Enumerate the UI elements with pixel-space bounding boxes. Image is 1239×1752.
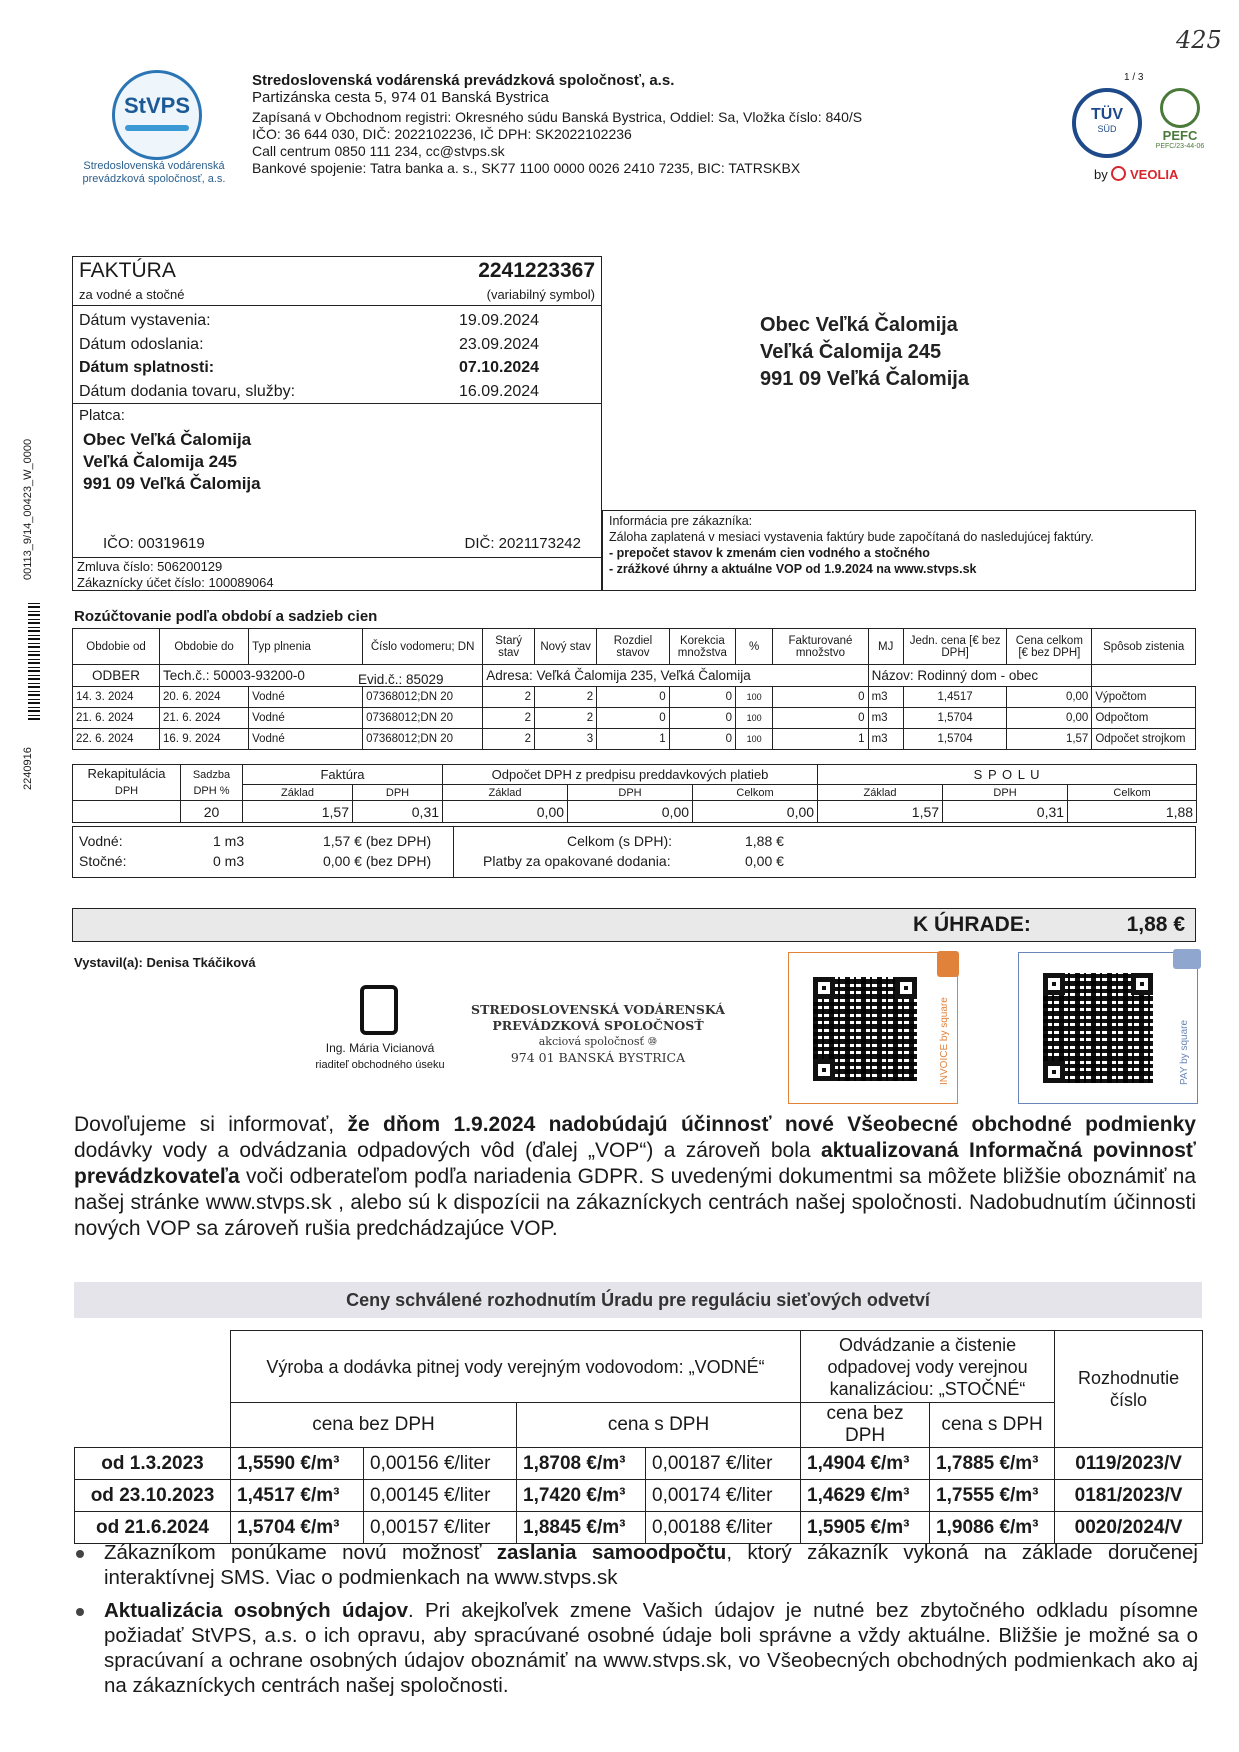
amount-due-value: 1,88 € bbox=[1126, 913, 1185, 936]
pefc-text: PEFC bbox=[1162, 128, 1198, 143]
veolia-text: VEOLIA bbox=[1129, 167, 1179, 182]
notice-paragraph: Dovoľujeme si informovať, že dňom 1.9.2024 nadobúdajú účinnosť nové Všeobecné obchodné podmienky dodávky vody a odvádzania odpadových vôd (ďalej „VOP“) a zároveň bola aktualizovaná Informačná povinnosť prevádzkovateľa voči odberateľom podľa nariadenia GDPR. S uvedenými dokumentmi sa môžete bližšie oboznámiť na našej stránke www.stvps.sk , alebo sú k dispozícii na zákazníckych centrách našej spoločnosti. Nadobudnutím účinnosti nových VOP sa zároveň rušia predchádzajúce VOP. bbox=[74, 1113, 1196, 1240]
page-count: 1 / 3 bbox=[1124, 72, 1144, 83]
bullet-list bbox=[74, 1540, 1198, 1698]
recipient-address: Obec Veľká Čalomija Veľká Čalomija 245 991 09 Veľká Čalomija bbox=[760, 314, 969, 390]
company-header bbox=[252, 72, 952, 177]
billing-title: Rozúčtovanie podľa období a sadzieb cien bbox=[74, 608, 378, 625]
info-line: - zrážkové úhrny a aktuálne VOP od 1.9.2024 na www.stvps.sk bbox=[609, 562, 977, 576]
company-address: Partizánska cesta 5, 974 01 Banská Bystrica bbox=[252, 89, 549, 106]
side-barcode bbox=[28, 600, 40, 720]
info-title: Informácia pre zákazníka: bbox=[609, 514, 753, 528]
invoice-qr-code bbox=[813, 977, 917, 1081]
page-mark: 425 bbox=[1176, 26, 1222, 54]
signatory bbox=[290, 1040, 470, 1074]
billing-table bbox=[72, 628, 1196, 750]
invoice-subtitle: za vodné a stočné bbox=[79, 287, 185, 302]
pefc-code: PEFC/23-44-06 bbox=[1155, 143, 1205, 150]
pay-qr-panel bbox=[1018, 952, 1198, 1104]
date-row: Dátum dodania tovaru, služby: 16.09.2024 bbox=[79, 382, 540, 400]
invoice-qr-label: INVOICE by square bbox=[939, 997, 950, 1085]
logo-caption: Stredoslovenská vodárenská prevádzková spoločnosť, a.s. bbox=[82, 160, 226, 185]
table-row: 22. 6. 2024 16. 9. 2024 Vodné 07368012;DN 20 2 3 1 0 100 1 m3 1,5704 1,57 Odpočet strojkom bbox=[73, 729, 1196, 750]
bullet-icon bbox=[76, 1550, 84, 1558]
list-item: Aktualizácia osobných údajov. Pri akejkoľvek zmene Vašich údajov je nutné bez zbytočného odkladu písomne požiadať StVPS, a.s. o ich opravu, aby spracúvané osobné údaje boli správne a vždy aktuálne. Bližšie je možné sa o spracúvaní a ochrane osobných údajov oboznámiť na www.stvps.sk, vo Všeobecných obchodných podmienkach ako aj na zákazníckych centrách našej spoločnosti. bbox=[74, 1598, 1198, 1698]
amount-due-box bbox=[72, 908, 1196, 942]
signature-mark bbox=[360, 985, 398, 1035]
side-code: 00113_9/14_00423_W_0000 bbox=[22, 438, 34, 580]
side-date: 2240916 bbox=[22, 747, 34, 790]
recap-sadzba: Sadzba DPH % bbox=[181, 765, 243, 801]
info-line: Záloha zaplatená v mesiaci vystavenia faktúry bude započítaná do nasledujúcej faktúry. bbox=[609, 530, 1094, 544]
signatory-name: Ing. Mária Vicianová bbox=[325, 1041, 435, 1055]
col-vodne-header: Výroba a dodávka pitnej vody verejným vodovodom: „VODNÉ“ bbox=[231, 1331, 801, 1403]
by-text: by bbox=[1094, 167, 1108, 182]
invoice-dates bbox=[79, 309, 589, 403]
invoice-qr-panel bbox=[788, 952, 958, 1104]
prices-title: Ceny schválené rozhodnutím Úradu pre reguláciu sieťových odvetví bbox=[74, 1282, 1202, 1318]
amount-due-label: K ÚHRADE: bbox=[913, 913, 1031, 936]
invoice-icon bbox=[937, 951, 959, 977]
payer-address: Obec Veľká Čalomija Veľká Čalomija 245 991 09 Veľká Čalomija bbox=[83, 430, 261, 493]
contract-info bbox=[77, 559, 274, 591]
signatory-role: riaditeľ obchodného úseku bbox=[315, 1059, 445, 1071]
price-row: od 23.10.2023 1,4517 €/m³ 0,00145 €/liter 1,7420 €/m³ 0,00174 €/liter 1,4629 €/m³ 1,7555 €/m³ 0181/2023/V bbox=[75, 1480, 1203, 1512]
price-row: od 21.6.2024 1,5704 €/m³ 0,00157 €/liter 1,8845 €/m³ 0,00188 €/liter 1,5905 €/m³ 1,9086 €/m³ 0020/2024/V bbox=[75, 1512, 1203, 1544]
company-ids: IČO: 36 644 030, DIČ: 2022102236, IČ DPH: SK2022102236 bbox=[252, 126, 632, 142]
pefc-badge bbox=[1150, 88, 1210, 152]
col-rozhodnutie-header: Rozhodnutie číslo bbox=[1055, 1331, 1203, 1448]
pay-card-icon bbox=[1173, 949, 1201, 969]
odber-row: ODBER Tech.č.: 50003-93200-0 Adresa: Veľká Čalomija 235, Veľká Čalomija Názov: Rodinný dom - obec bbox=[73, 665, 1196, 687]
contract-number: Zmluva číslo: 506200129 bbox=[77, 559, 223, 574]
company-call: Call centrum 0850 111 234, cc@stvps.sk bbox=[252, 143, 505, 159]
payer-ico: IČO: 00319619 bbox=[103, 535, 205, 552]
customer-info-box bbox=[602, 510, 1196, 591]
table-row: 14. 3. 2024 20. 6. 2024 Vodné 07368012;DN 20 2 2 0 0 100 0 m3 1,4517 0,00 Výpočtom bbox=[73, 687, 1196, 708]
price-row: od 1.3.2023 1,5590 €/m³ 0,00156 €/liter 1,8708 €/m³ 0,00187 €/liter 1,4904 €/m³ 1,7885 €/m³ 0119/2023/V bbox=[75, 1448, 1203, 1480]
recap-table: Rekapitulácia DPH Sadzba DPH % Faktúra Odpočet DPH z predpisu preddavkových platieb S P O L U Základ DPH Základ DPH Celkom Základ DPH Celkom 20 1,57 0,31 0,00 0,00 0,00 1,57 0,31 1,88 bbox=[72, 764, 1197, 823]
pay-qr-code bbox=[1043, 973, 1153, 1083]
list-item: Zákazníkom ponúkame novú možnosť zaslania samoodpočtu, ktorý zákazník vykoná na základe doručenej interaktívnej SMS. Viac o podmienkach na www.stvps.sk bbox=[74, 1540, 1198, 1590]
logo-text: StVPS bbox=[123, 93, 191, 118]
recap-values-row: 20 1,57 0,31 0,00 0,00 0,00 1,57 0,31 1,88 bbox=[73, 801, 1197, 823]
payer-label: Platca: bbox=[79, 407, 125, 424]
veolia-logo-icon bbox=[1111, 166, 1126, 181]
col-stocne-header: Odvádzanie a čistenie odpadovej vody verejnou kanalizáciou: „STOČNÉ“ bbox=[801, 1331, 1055, 1403]
billing-header-row: Obdobie od Obdobie do Typ plnenia Číslo vodomeru; DN Starý stav Nový stav Rozdiel stavov Korekcia množstva % Fakturované množstvo MJ Jedn. cena [€ bez DPH] Cena celkom [€ bez DPH] Spôsob zistenia bbox=[73, 629, 1196, 665]
pay-qr-label: PAY by square bbox=[1179, 1019, 1190, 1085]
tuv-text: TÜV bbox=[1091, 106, 1123, 123]
sud-text: SÜD bbox=[1097, 124, 1117, 134]
recap-label: Rekapitulácia DPH bbox=[73, 765, 181, 801]
info-line: - prepočet stavov k zmenám cien vodného a stočného bbox=[609, 546, 930, 560]
table-row: 21. 6. 2024 21. 6. 2024 Vodné 07368012;DN 20 2 2 0 0 100 0 m3 1,5704 0,00 Odpočtom bbox=[73, 708, 1196, 729]
company-stamp: STREDOSLOVENSKÁ VODÁRENSKÁ PREVÁDZKOVÁ SPOLOČNOSŤ akciová spoločnosť ⑩ 974 01 BANSKÁ BYSTRICA bbox=[471, 1002, 725, 1065]
bullet-icon bbox=[76, 1608, 84, 1616]
invoice-title: FAKTÚRA bbox=[79, 259, 176, 282]
date-row: Dátum splatnosti: 07.10.2024 bbox=[79, 359, 540, 376]
tuv-badge bbox=[1072, 88, 1142, 158]
odber-evid: Evid.č.: 85029 bbox=[358, 672, 444, 687]
invoice-number: 2241223367 bbox=[478, 259, 595, 282]
issuer: Vystavil(a): Denisa Tkáčiková bbox=[74, 955, 256, 970]
payer-dic: DIČ: 2021173242 bbox=[464, 535, 581, 552]
price-table: Výroba a dodávka pitnej vody verejným vodovodom: „VODNÉ“ Odvádzanie a čistenie odpadovej vody verejnou kanalizáciou: „STOČNÉ“ Rozhodnutie číslo cena bez DPH cena s DPH cena bez DPH cena s DPH od 1.3.2023 1,5590 €/m³ 0,00156 €/liter 1,8708 €/m³ 0,00187 €/liter 1,4904 €/m³ 1,7885 €/m³ 0119/2023/V od 23.10.2023 1,4517 €/m³ 0,00145 €/liter 1,7420 €/m³ 0,00174 €/liter 1,4629 €/m³ 1,7555 €/m³ 0181/2023/V od 21.6.2024 1,5704 €/m³ 0,00157 €/liter 1,8845 €/m³ 0,00188 €/liter 1,5905 €/m³ 1,9086 €/m³ 0020/2024/V bbox=[74, 1330, 1203, 1544]
account-number: Zákaznícky účet číslo: 100089064 bbox=[77, 575, 274, 590]
company-bank: Bankové spojenie: Tatra banka a. s., SK77 1100 0000 0026 2410 7235, BIC: TATRSKBX bbox=[252, 160, 801, 176]
veolia-brand bbox=[1094, 166, 1178, 182]
date-row: Dátum odoslania: 23.09.2024 bbox=[79, 335, 540, 353]
company-logo bbox=[112, 70, 202, 160]
invoice-box bbox=[72, 256, 602, 591]
company-name: Stredoslovenská vodárenská prevádzková spoločnosť, a.s. bbox=[252, 72, 675, 89]
company-register: Zapísaná v Obchodnom registri: Okresného súdu Banská Bystrica, Oddiel: Sa, Vložka číslo: 840/S bbox=[252, 109, 863, 125]
pefc-icon bbox=[1160, 88, 1200, 128]
invoice-number-note: (variabilný symbol) bbox=[486, 287, 595, 302]
date-row: Dátum vystavenia: 19.09.2024 bbox=[79, 312, 540, 329]
summary-box: Vodné: 1 m3 1,57 € (bez DPH) Stočné: 0 m3 0,00 € (bez DPH) Celkom (s DPH): 1,88 € Platby za opakované dodania: 0,00 € bbox=[72, 826, 1196, 878]
